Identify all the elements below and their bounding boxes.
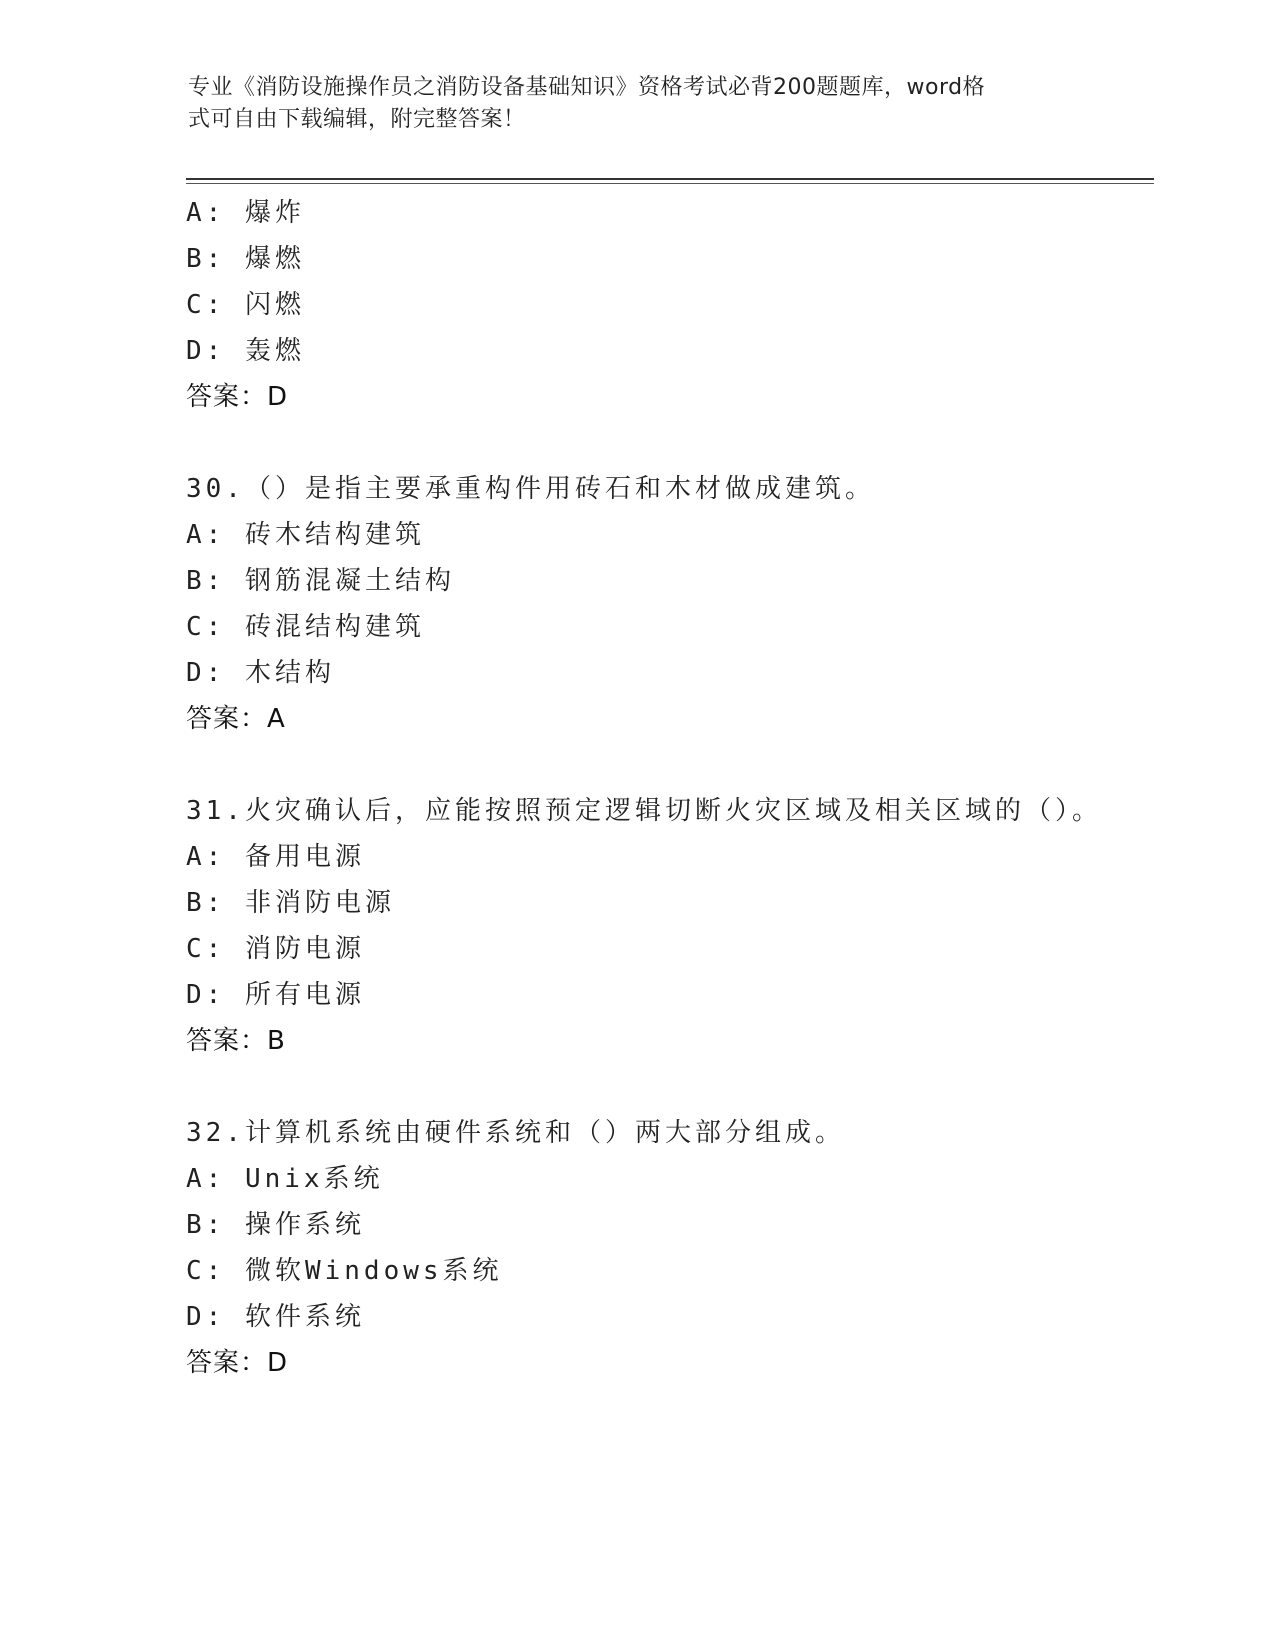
question-stem: 31.火灾确认后，应能按照预定逻辑切断火灾区域及相关区域的（）。 (186, 796, 1102, 826)
question-stem: 30.（）是指主要承重构件用砖石和木材做成建筑。 (186, 474, 875, 504)
header-divider-thick (186, 178, 1154, 180)
spacer (186, 420, 1146, 466)
answer-line: 答案：D (186, 382, 289, 412)
option-label: B: (186, 1210, 226, 1240)
option-d (186, 328, 1146, 374)
spacer (186, 742, 1146, 788)
option-text: 爆燃 (244, 244, 305, 274)
option-a (186, 834, 1146, 880)
question-block-32 (186, 1110, 1146, 1386)
answer-line: 答案：B (186, 1026, 286, 1056)
option-label: C: (186, 1256, 226, 1286)
document-header (188, 72, 1068, 136)
header-title-line-2: 式可自由下载编辑，附完整答案！ (188, 107, 526, 132)
option-text: 备用电源 (244, 842, 365, 872)
spacer (186, 1064, 1146, 1110)
option-text: 非消防电源 (244, 888, 395, 918)
answer-line: 答案：A (186, 704, 286, 734)
option-a (186, 512, 1146, 558)
option-label: B: (186, 244, 226, 274)
option-b (186, 1202, 1146, 1248)
option-d (186, 1294, 1146, 1340)
option-label: A: (186, 842, 226, 872)
option-text: 轰燃 (244, 336, 305, 366)
option-label: C: (186, 612, 226, 642)
option-label: C: (186, 934, 226, 964)
option-b (186, 880, 1146, 926)
option-label: D: (186, 1302, 226, 1332)
option-label: B: (186, 888, 226, 918)
option-c (186, 926, 1146, 972)
option-text: 所有电源 (244, 980, 365, 1010)
question-block-prev (186, 190, 1146, 420)
option-label: A: (186, 520, 226, 550)
option-text: 砖混结构建筑 (244, 612, 425, 642)
question-stem: 32.计算机系统由硬件系统和（）两大部分组成。 (186, 1118, 845, 1148)
option-label: B: (186, 566, 226, 596)
option-text: 闪燃 (244, 290, 305, 320)
option-text: 消防电源 (244, 934, 365, 964)
option-d (186, 972, 1146, 1018)
option-text: 砖木结构建筑 (244, 520, 425, 550)
option-label: C: (186, 290, 226, 320)
option-c (186, 282, 1146, 328)
option-text: 微软Windows系统 (244, 1256, 503, 1286)
option-text: 操作系统 (244, 1210, 365, 1240)
option-d (186, 650, 1146, 696)
option-label: A: (186, 198, 226, 228)
option-label: D: (186, 336, 226, 366)
option-c (186, 604, 1146, 650)
option-label: D: (186, 658, 226, 688)
option-text: 软件系统 (244, 1302, 365, 1332)
question-block-30 (186, 466, 1146, 742)
header-title-line-1: 专业《消防设施操作员之消防设备基础知识》资格考试必背200题题库，word格 (188, 75, 986, 100)
answer-line: 答案：D (186, 1348, 289, 1378)
question-block-31 (186, 788, 1146, 1064)
option-a (186, 190, 1146, 236)
option-b (186, 558, 1146, 604)
question-list (186, 190, 1146, 1386)
option-text: 爆炸 (244, 198, 305, 228)
option-text: Unix系统 (244, 1164, 384, 1194)
option-a (186, 1156, 1146, 1202)
option-label: D: (186, 980, 226, 1010)
option-c (186, 1248, 1146, 1294)
option-text: 钢筋混凝土结构 (244, 566, 455, 596)
header-divider-thin (186, 183, 1154, 184)
option-label: A: (186, 1164, 226, 1194)
option-text: 木结构 (244, 658, 335, 688)
option-b (186, 236, 1146, 282)
